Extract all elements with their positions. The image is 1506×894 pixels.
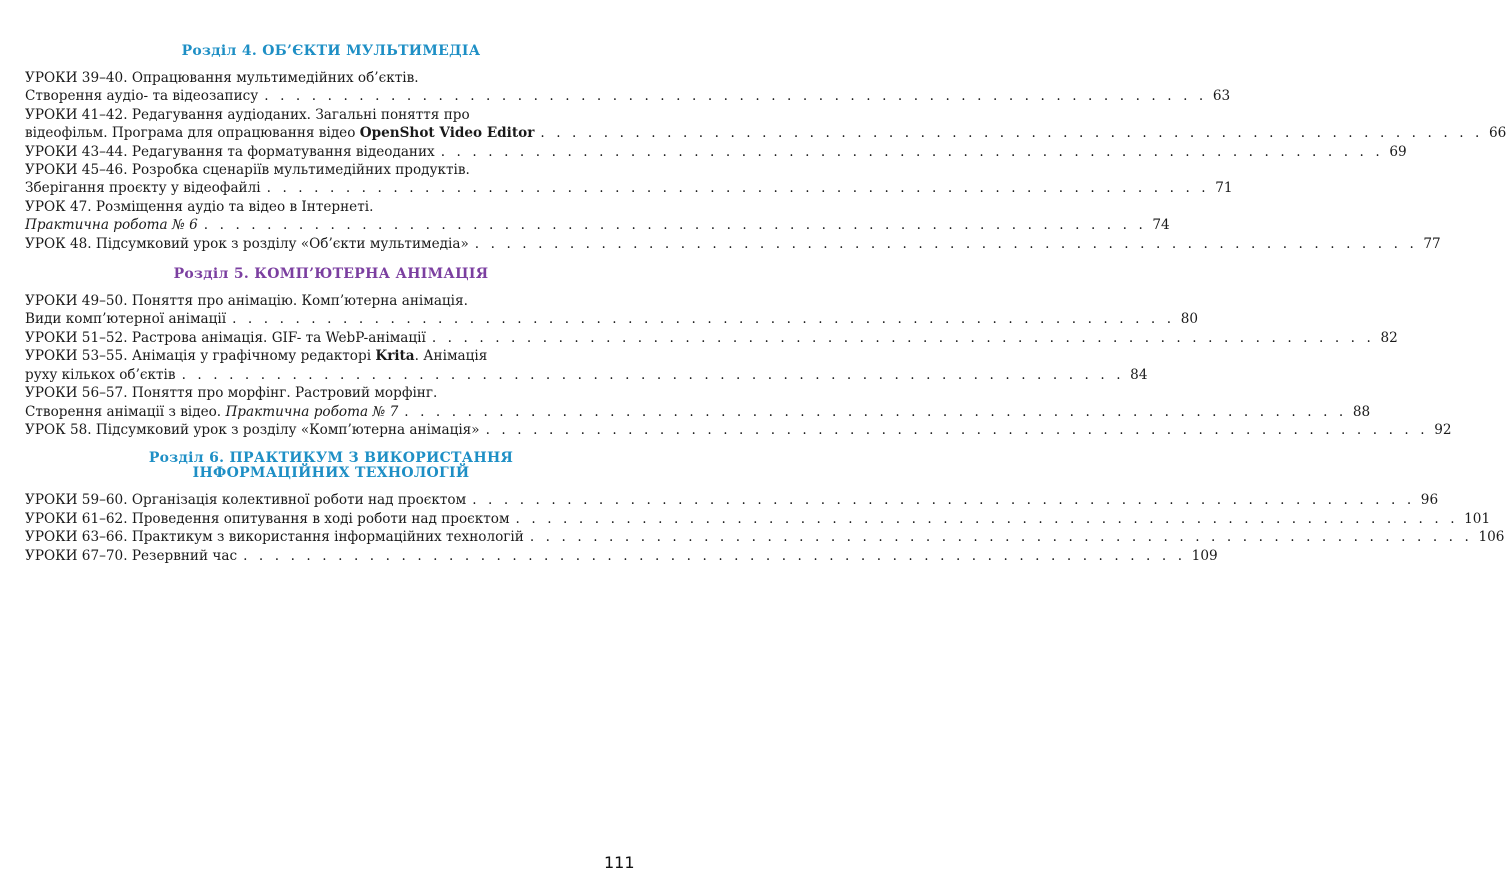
dot-leader: . . . . . . . . . . . . . . . . . . . . . . . . . . . . . . . . . . . . . . . . . . . . . . . . . . . . . . . . . . . .	[266, 180, 1210, 197]
entry-title-text	[25, 510, 510, 528]
toc-entry[interactable]	[25, 198, 1170, 235]
entry-page-number: 63	[1212, 88, 1231, 105]
entry-title-line	[25, 198, 637, 216]
dot-leader: . . . . . . . . . . . . . . . . . . . . . . . . . . . . . . . . . . . . . . . . . . . . . . . . . . . . . . . . . . . .	[203, 217, 1147, 234]
entry-text-segment: УРОКИ 41–42. Редагування аудіоданих. Загальні поняття про	[25, 106, 470, 123]
entry-leader-line	[25, 547, 1218, 565]
toc-entry[interactable]	[25, 161, 1233, 198]
entry-title-text	[25, 528, 524, 546]
entry-page-number: 88	[1352, 403, 1371, 420]
toc-entry[interactable]	[25, 421, 1452, 439]
dot-leader: . . . . . . . . . . . . . . . . . . . . . . . . . . . . . . . . . . . . . . . . . . . . . . . . . . . . . . . . . . . .	[515, 510, 1459, 527]
entry-page-number: 71	[1215, 180, 1233, 197]
toc-entry[interactable]	[25, 547, 1218, 565]
entry-text-segment: Зберігання проєкту у відеофайлі	[25, 180, 261, 197]
toc-entry[interactable]	[25, 510, 1491, 528]
dot-leader: . . . . . . . . . . . . . . . . . . . . . . . . . . . . . . . . . . . . . . . . . . . . . . . . . . . . . . . . . . . .	[181, 366, 1125, 383]
entry-leader-line	[25, 124, 1506, 142]
toc-entry[interactable]	[25, 235, 1441, 253]
entry-text-segment: руху кількох об’єктів	[25, 366, 176, 383]
entry-title-line	[25, 106, 637, 124]
entry-leader-line	[25, 366, 1148, 384]
section-4	[25, 43, 1506, 253]
dot-leader: . . . . . . . . . . . . . . . . . . . . . . . . . . . . . . . . . . . . . . . . . . . . . . . . . . . . . . . . . . . .	[474, 235, 1418, 252]
table-of-contents	[25, 43, 1506, 565]
entry-page-number: 77	[1423, 235, 1441, 252]
dot-leader: . . . . . . . . . . . . . . . . . . . . . . . . . . . . . . . . . . . . . . . . . . . . . . . . . . . . . . . . . . . .	[431, 329, 1375, 346]
entry-text-segment: УРОКИ 63–66. Практикум з використання інформаційних технологій	[25, 529, 524, 546]
entry-title-text	[25, 87, 258, 105]
toc-entry[interactable]	[25, 347, 1148, 384]
entry-leader-line	[25, 143, 1407, 161]
entry-text-segment: УРОК 58. Підсумковий урок з розділу «Комп’ютерна анімація»	[25, 421, 480, 438]
dot-leader: . . . . . . . . . . . . . . . . . . . . . . . . . . . . . . . . . . . . . . . . . . . . . . . . . . . . . . . . . . . .	[472, 492, 1415, 509]
entry-page-number: 96	[1420, 492, 1439, 509]
entry-page-number: 109	[1191, 547, 1218, 564]
entry-title-line	[25, 69, 637, 87]
entry-text-segment: УРОКИ 53–55. Анімація у графічному редакторі	[25, 348, 376, 365]
entry-title-text	[25, 491, 466, 509]
entry-text-segment: УРОКИ 39–40. Опрацювання мультимедійних об’єктів.	[25, 70, 419, 86]
entry-title-line	[25, 384, 637, 402]
entry-page-number: 69	[1389, 143, 1407, 160]
entry-text-segment: УРОКИ 56–57. Поняття про морфінг. Растровий морфінг.	[25, 385, 438, 402]
entry-title-text	[25, 366, 176, 384]
entry-page-number: 74	[1152, 217, 1170, 234]
toc-entry[interactable]	[25, 69, 1231, 106]
toc-entry[interactable]	[25, 143, 1407, 161]
entry-title-text	[25, 216, 198, 234]
entry-title-text	[25, 179, 261, 197]
entry-page-number: 101	[1464, 510, 1491, 527]
toc-entry[interactable]	[25, 491, 1439, 509]
entry-text-segment: Практична робота № 6	[25, 217, 198, 234]
page-number: 111	[604, 853, 635, 872]
section-title	[25, 266, 637, 283]
entry-text-segment: УРОКИ 43–44. Редагування та форматування відеоданих	[25, 143, 435, 160]
dot-leader: . . . . . . . . . . . . . . . . . . . . . . . . . . . . . . . . . . . . . . . . . . . . . . . . . . . . . . . . . . . .	[404, 403, 1347, 420]
entry-leader-line	[25, 491, 1439, 509]
dot-leader: . . . . . . . . . . . . . . . . . . . . . . . . . . . . . . . . . . . . . . . . . . . . . . . . . . . . . . . . . . . .	[529, 529, 1473, 546]
entry-text-segment: Krita	[375, 348, 415, 365]
entry-leader-line	[25, 403, 1371, 421]
entry-text-segment: УРОКИ 67–70. Резервний час	[25, 547, 238, 564]
entry-text-segment: УРОКИ 51–52. Растрова анімація. GIF- та WebP-анімації	[25, 329, 426, 346]
entry-text-segment: відеофільм. Програма для опрацювання відео	[25, 125, 360, 142]
toc-entry[interactable]	[25, 106, 1506, 143]
dot-leader: . . . . . . . . . . . . . . . . . . . . . . . . . . . . . . . . . . . . . . . . . . . . . . . . . . . . . . . . . . . .	[232, 311, 1175, 328]
entry-leader-line	[25, 179, 1233, 197]
entry-leader-line	[25, 235, 1441, 253]
entry-leader-line	[25, 310, 1199, 328]
entry-text-segment: УРОК 47. Розміщення аудіо та відео в Інтернеті.	[25, 198, 374, 215]
entry-title-line	[25, 161, 637, 179]
entry-page-number: 80	[1180, 311, 1199, 328]
dot-leader: . . . . . . . . . . . . . . . . . . . . . . . . . . . . . . . . . . . . . . . . . . . . . . . . . . . . . . . . . . . .	[540, 125, 1483, 142]
entry-title-text	[25, 403, 398, 421]
entry-text-segment: УРОКИ 59–60. Організація колективної роботи над проєктом	[25, 492, 467, 509]
toc-entry[interactable]	[25, 292, 1199, 329]
entry-text-segment: Види комп’ютерної анімації	[25, 311, 227, 328]
entry-text-segment: УРОК 48. Підсумковий урок з розділу «Об’єкти мультимедіа»	[25, 235, 469, 252]
entry-title-text	[25, 235, 469, 253]
entry-title-text	[25, 124, 534, 142]
entry-page-number: 82	[1380, 329, 1398, 346]
entry-title-line	[25, 347, 637, 365]
entry-text-segment: УРОКИ 45–46. Розробка сценаріїв мультимедійних продуктів.	[25, 162, 470, 179]
dot-leader: . . . . . . . . . . . . . . . . . . . . . . . . . . . . . . . . . . . . . . . . . . . . . . . . . . . . . . . . . . . .	[440, 143, 1384, 160]
dot-leader: . . . . . . . . . . . . . . . . . . . . . . . . . . . . . . . . . . . . . . . . . . . . . . . . . . . . . . . . . . . .	[264, 88, 1207, 105]
entry-title-text	[25, 329, 426, 347]
entry-page-number: 92	[1434, 421, 1452, 438]
entry-text-segment: УРОКИ 49–50. Поняття про анімацію. Комп’ютерна анімація.	[25, 293, 468, 310]
toc-entry[interactable]	[25, 528, 1505, 546]
section-title-line: ІНФОРМАЦІЙНИХ ТЕХНОЛОГІЙ	[192, 465, 470, 482]
entry-page-number: 106	[1478, 529, 1505, 546]
dot-leader: . . . . . . . . . . . . . . . . . . . . . . . . . . . . . . . . . . . . . . . . . . . . . . . . . . . . . . . . . . . .	[485, 421, 1429, 438]
entry-page-number: 84	[1130, 366, 1148, 383]
entry-leader-line	[25, 510, 1491, 528]
entry-title-text	[25, 143, 435, 161]
entry-leader-line	[25, 329, 1398, 347]
entry-text-segment: Практична робота № 7	[225, 403, 399, 420]
entry-leader-line	[25, 528, 1505, 546]
section-5	[25, 266, 1452, 439]
section-6	[25, 450, 1505, 565]
section-title-line: Розділ 4. ОБ’ЄКТИ МУЛЬТИМЕДІА	[181, 43, 481, 59]
toc-entry[interactable]	[25, 329, 1398, 347]
entry-text-segment: OpenShot Video Editor	[359, 125, 535, 142]
entry-leader-line	[25, 216, 1170, 234]
entry-title-text	[25, 421, 480, 439]
toc-entry[interactable]	[25, 384, 1371, 421]
section-title	[25, 43, 637, 60]
entry-title-text	[25, 310, 226, 328]
section-title-line: Розділ 6. ПРАКТИКУМ З ВИКОРИСТАННЯ	[148, 450, 514, 467]
entry-text-segment: . Анімація	[414, 348, 488, 365]
entry-leader-line	[25, 87, 1231, 105]
entry-page-number: 66	[1488, 125, 1506, 142]
section-title-line: Розділ 5. КОМП’ЮТЕРНА АНІМАЦІЯ	[173, 266, 489, 283]
dot-leader: . . . . . . . . . . . . . . . . . . . . . . . . . . . . . . . . . . . . . . . . . . . . . . . . . . . . . . . . . . . .	[243, 547, 1186, 564]
entry-leader-line	[25, 421, 1452, 439]
entry-text-segment: Створення аудіо- та відеозапису	[25, 88, 259, 105]
entry-text-segment: Створення анімації з відео.	[25, 403, 226, 420]
entry-title-text	[25, 547, 237, 565]
entry-title-line	[25, 292, 637, 310]
section-title	[25, 451, 637, 481]
entry-text-segment: УРОКИ 61–62. Проведення опитування в ході роботи над проєктом	[25, 510, 510, 527]
